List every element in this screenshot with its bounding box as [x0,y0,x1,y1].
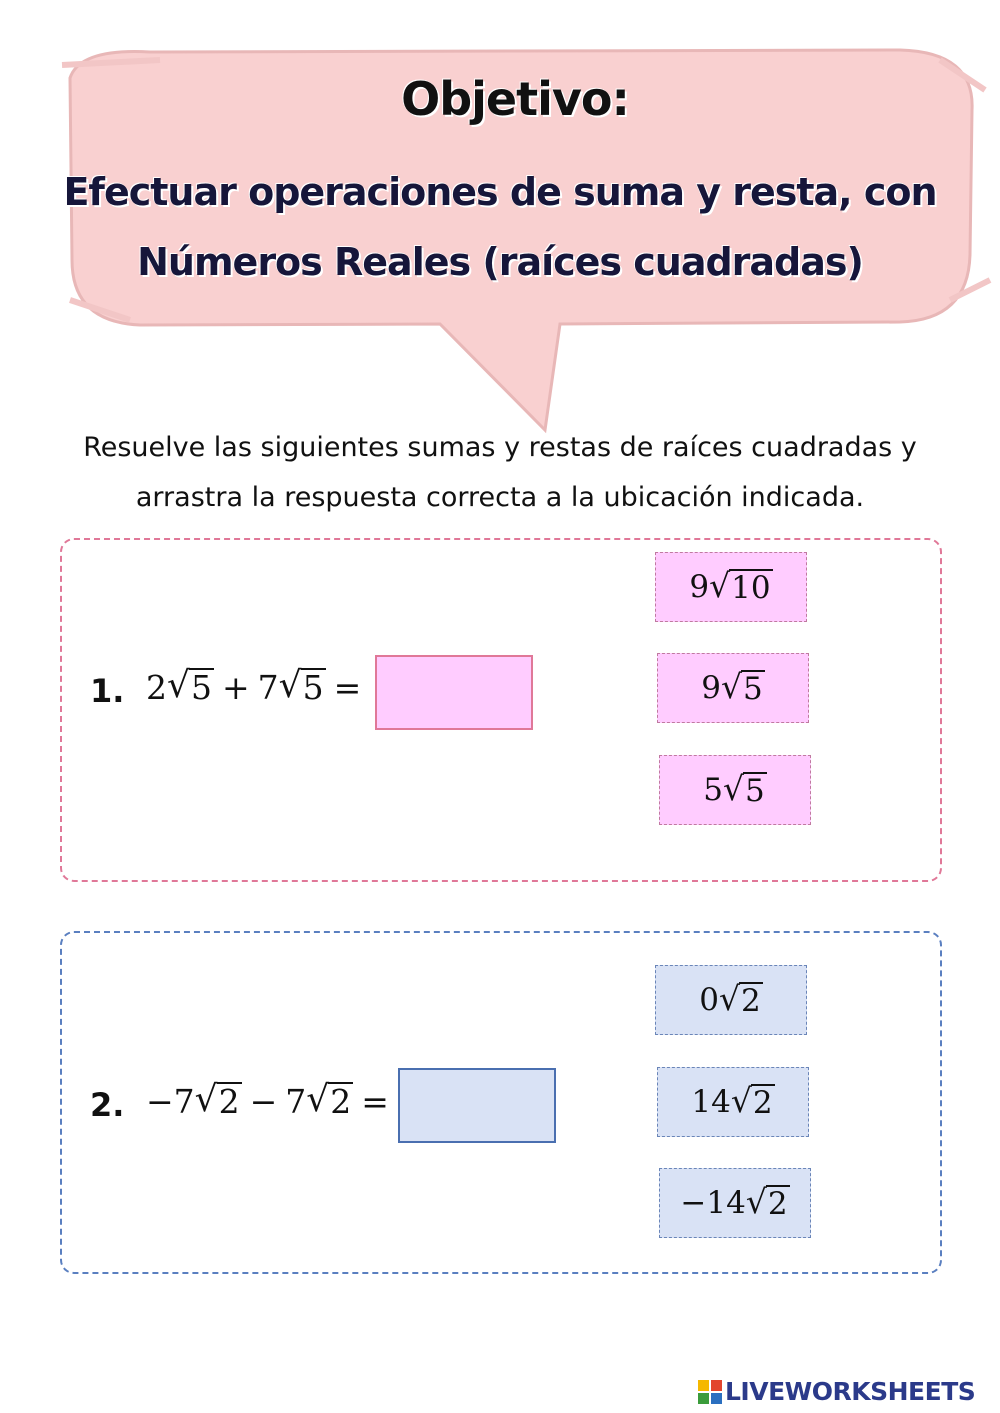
question-1-number: 1. [90,672,125,710]
objective-line-2: Números Reales (raíces cuadradas) [137,240,863,284]
option-radicand: 5 [745,772,765,809]
question-2-drop-zone[interactable] [398,1068,556,1143]
equals-sign: = [333,668,362,707]
question-2-expression [146,1079,397,1122]
option-radicand: 2 [767,1185,788,1222]
option-radicand: 10 [731,569,771,606]
option-sqrt [720,666,765,707]
option-coefficient: 9 [701,670,721,706]
sqrt-icon: √ [278,665,302,707]
sqrt-icon: √ [745,1181,767,1221]
equals-sign: = [361,1082,389,1121]
sqrt-icon: √ [709,565,731,605]
sqrt-icon: √ [718,978,741,1018]
question-1-expression [146,665,369,708]
option-sqrt [745,1181,790,1222]
speech-bubble [0,0,1000,440]
sqrt-icon: √ [306,1079,330,1121]
term-1-coefficient: −7 [146,1082,195,1121]
option-coefficient: 9 [689,569,710,605]
q1-answer-option-3[interactable] [659,755,811,825]
objective-title: Objetivo: [401,72,629,126]
option-sqrt [722,768,767,809]
sqrt-term-2 [306,1079,353,1122]
sqrt-term-1 [167,665,214,708]
question-2-number: 2. [90,1086,125,1124]
sqrt-icon: √ [722,768,745,808]
instructions-line-1: Resuelve las siguientes sumas y restas de raíces cuadradas y [83,432,917,463]
liveworksheets-logo [698,1377,975,1406]
q1-answer-option-1[interactable] [655,552,807,622]
term-2-coefficient: 7 [257,668,279,707]
operator: + [221,668,250,707]
option-coefficient: 0 [699,982,719,1018]
radicand: 2 [330,1082,352,1122]
option-radicand: 5 [743,670,763,707]
q2-answer-option-1[interactable] [655,965,807,1035]
sqrt-icon: √ [167,665,190,707]
q2-answer-option-2[interactable] [657,1067,809,1137]
radicand: 2 [218,1082,240,1122]
option-radicand: 2 [741,982,761,1019]
radicand: 5 [302,668,324,708]
logo-text: LIVEWORKSHEETS [725,1377,976,1406]
sqrt-icon: √ [730,1080,752,1120]
sqrt-term-2 [278,665,326,708]
option-radicand: 2 [752,1084,773,1121]
term-2-coefficient: 7 [285,1082,307,1121]
option-sqrt [709,565,772,606]
q2-answer-option-3[interactable] [659,1168,811,1238]
question-1-drop-zone[interactable] [375,655,533,730]
sqrt-icon: √ [720,666,743,706]
option-sqrt [718,978,763,1019]
radicand: 5 [190,668,212,708]
option-coefficient: 14 [691,1084,731,1120]
option-coefficient: −14 [680,1185,746,1221]
option-sqrt [730,1080,775,1121]
sqrt-icon: √ [194,1079,218,1121]
option-coefficient: 5 [703,772,723,808]
liveworksheets-logo-icon [698,1380,722,1404]
sqrt-term-1 [194,1079,242,1122]
objective-line-1: Efectuar operaciones de suma y resta, con [63,170,937,214]
q1-answer-option-2[interactable] [657,653,809,723]
instructions-line-2: arrastra la respuesta correcta a la ubicación indicada. [135,482,865,513]
operator: − [249,1082,278,1121]
term-1-coefficient: 2 [146,668,167,707]
